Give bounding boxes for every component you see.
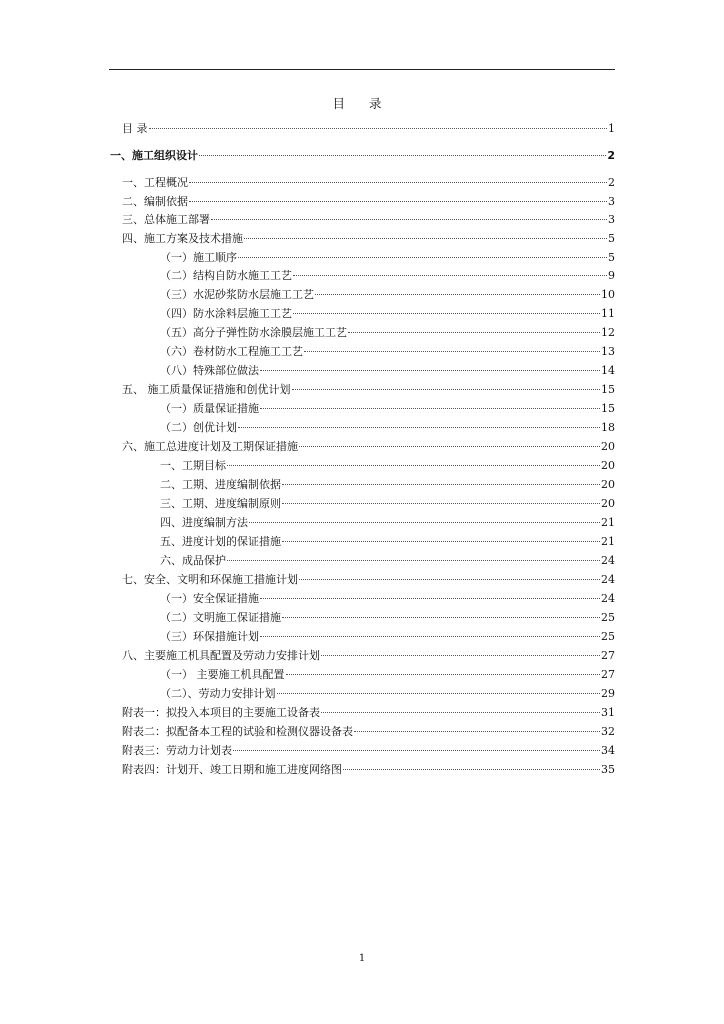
toc-entry-label: （八）特殊部位做法	[160, 364, 259, 377]
dot-leader	[293, 275, 607, 276]
toc-entry-label: 五、 施工质量保证措施和创优计划	[122, 383, 291, 396]
dot-leader	[286, 674, 601, 675]
toc-entry-page: 2	[608, 176, 615, 189]
toc-entry-page: 20	[601, 497, 615, 510]
toc-entry-label: 四、施工方案及技术措施	[122, 232, 243, 245]
toc-entry-label: 七、安全、文明和环保施工措施计划	[122, 573, 298, 586]
toc-entry-page: 1	[608, 122, 615, 135]
toc-entry-page: 21	[601, 535, 615, 548]
toc-entry-label: 附表一：拟投入本项目的主要施工设备表	[122, 706, 320, 719]
toc-entry-label: （三）环保措施计划	[160, 630, 259, 643]
toc-entry-label: 一、工期目标	[160, 459, 226, 472]
dot-leader	[282, 503, 600, 504]
toc-entry[interactable]	[160, 668, 615, 682]
dot-leader	[293, 313, 600, 314]
dot-leader	[260, 598, 600, 599]
page-number: 1	[358, 953, 366, 964]
toc-entry-page: 9	[608, 269, 615, 282]
toc-entry-label: （一）质量保证措施	[160, 402, 259, 415]
toc-entry-page: 20	[601, 459, 615, 472]
toc-entry-label: 五、进度计划的保证措施	[160, 535, 281, 548]
toc-entry[interactable]	[122, 706, 615, 720]
dot-leader	[189, 182, 607, 183]
toc-entry-page: 25	[601, 630, 615, 643]
dot-leader	[277, 693, 601, 694]
toc-entry[interactable]	[160, 630, 615, 644]
toc-entry[interactable]	[160, 251, 615, 265]
toc-entry[interactable]	[160, 516, 615, 530]
toc-entry-page: 34	[601, 744, 615, 757]
toc-entry[interactable]	[160, 345, 615, 359]
toc-entry[interactable]	[122, 383, 615, 397]
toc-entry-label: （五）高分子弹性防水涂膜层施工工艺	[160, 326, 347, 339]
dot-leader	[354, 731, 600, 732]
toc-entry-page: 20	[601, 478, 615, 491]
toc-entry[interactable]	[160, 459, 615, 473]
toc-entry-page: 27	[601, 649, 615, 662]
dot-leader	[299, 446, 600, 447]
toc-entry[interactable]	[122, 573, 615, 587]
toc-entry[interactable]	[160, 478, 615, 492]
toc-entry[interactable]	[160, 288, 615, 302]
toc-entry-page: 3	[608, 195, 615, 208]
toc-entry-page: 35	[601, 763, 615, 776]
toc-entry-label: （二）、劳动力安排计划	[160, 687, 276, 700]
toc-entry[interactable]	[160, 611, 615, 625]
toc-entry[interactable]	[160, 687, 615, 701]
toc-entry[interactable]	[160, 364, 615, 378]
toc-entry[interactable]	[110, 149, 615, 163]
toc-entry[interactable]	[122, 725, 615, 739]
toc-entry-label: 三、总体施工部署	[122, 213, 210, 226]
toc-entry-label: 一、施工组织设计	[110, 149, 198, 162]
toc-entry-page: 24	[601, 573, 615, 586]
toc-entry-label: 四、进度编制方法	[160, 516, 248, 529]
toc-entry-page: 31	[601, 706, 615, 719]
toc-entry-page: 11	[601, 307, 615, 320]
toc-entry-label: 六、成品保护	[160, 554, 226, 567]
dot-leader	[299, 579, 600, 580]
toc-entry-label: 二、编制依据	[122, 195, 188, 208]
toc-entry-label: 六、施工总进度计划及工期保证措施	[122, 440, 298, 453]
toc-entry-page: 18	[601, 421, 615, 434]
toc-entry-page: 15	[601, 402, 615, 415]
toc-entry-label: 一、工程概况	[122, 176, 188, 189]
dot-leader	[189, 201, 607, 202]
dot-leader	[282, 484, 600, 485]
toc-entry-page: 25	[601, 611, 615, 624]
toc-entry[interactable]	[160, 592, 615, 606]
dot-leader	[227, 465, 600, 466]
toc-entry-label: 三、工期、进度编制原则	[160, 497, 281, 510]
dot-leader	[199, 155, 606, 156]
toc-entry[interactable]	[122, 122, 615, 136]
toc-entry[interactable]	[122, 195, 615, 209]
dot-leader	[282, 617, 600, 618]
toc-entry-page: 32	[601, 725, 615, 738]
dot-leader	[292, 389, 601, 390]
toc-entry-page: 13	[601, 345, 615, 358]
toc-entry-label: （一）施工顺序	[160, 251, 237, 264]
toc-entry-label: （三）水泥砂浆防水层施工工艺	[160, 288, 314, 301]
toc-entry-page: 20	[601, 440, 615, 453]
dot-leader	[321, 655, 600, 656]
toc-entry-label: （一）安全保证措施	[160, 592, 259, 605]
toc-entry-label: （二）结构自防水施工工艺	[160, 269, 292, 282]
dot-leader	[238, 427, 600, 428]
dot-leader	[238, 257, 607, 258]
dot-leader	[304, 351, 600, 352]
dot-leader	[227, 560, 600, 561]
toc-entry-label: （四）防水涂料层施工工艺	[160, 307, 292, 320]
toc-entry-page: 14	[601, 364, 615, 377]
toc-entry[interactable]	[160, 497, 615, 511]
toc-entry[interactable]	[160, 326, 615, 340]
toc-entry-page: 24	[601, 554, 615, 567]
dot-leader	[260, 370, 600, 371]
toc-entry-page: 10	[601, 288, 615, 301]
toc-entry[interactable]	[122, 649, 615, 663]
toc-entry[interactable]	[160, 535, 615, 549]
dot-leader	[211, 219, 607, 220]
toc-entry-label: 附表四：计划开、竣工日期和施工进度网络图	[122, 763, 342, 776]
toc-entry[interactable]	[122, 213, 615, 227]
dot-leader	[321, 712, 600, 713]
toc-entry-page: 29	[601, 687, 615, 700]
toc-entry[interactable]	[122, 763, 615, 777]
dot-leader	[260, 408, 600, 409]
toc-entry[interactable]	[160, 402, 615, 416]
toc-entry[interactable]	[122, 176, 615, 190]
dot-leader	[348, 332, 600, 333]
toc-entry-page: 3	[608, 213, 615, 226]
toc-entry-label: 二、工期、进度编制依据	[160, 478, 281, 491]
toc-entry-label: 目 录	[122, 122, 148, 135]
toc-entry-page: 5	[608, 232, 615, 245]
toc-entry[interactable]	[122, 440, 615, 454]
toc-entry-page: 12	[601, 326, 615, 339]
toc-entry-label: （一） 主要施工机具配置	[160, 668, 285, 681]
dot-leader	[233, 750, 600, 751]
dot-leader	[244, 238, 607, 239]
toc-entry-page: 27	[601, 668, 615, 681]
toc-entry-label: 附表三：劳动力计划表	[122, 744, 232, 757]
toc-entry[interactable]	[160, 307, 615, 321]
toc-entry-page: 24	[601, 592, 615, 605]
toc-entry[interactable]	[160, 269, 615, 283]
dot-leader	[260, 636, 600, 637]
toc-entry-label: （六）卷材防水工程施工工艺	[160, 345, 303, 358]
toc-entry-label: 八、主要施工机具配置及劳动力安排计划	[122, 649, 320, 662]
toc-entry[interactable]	[122, 744, 615, 758]
toc-entry[interactable]	[160, 554, 615, 568]
toc-entry[interactable]	[122, 232, 615, 246]
dot-leader	[343, 769, 600, 770]
toc-entry-page: 2	[607, 149, 615, 162]
toc-entry-page: 5	[608, 251, 615, 264]
dot-leader	[282, 541, 600, 542]
toc-entry-page: 15	[601, 383, 615, 396]
toc-entry-label: 附表二：拟配备本工程的试验和检测仪器设备表	[122, 725, 353, 738]
toc-entry[interactable]	[160, 421, 615, 435]
toc-entry-page: 21	[601, 516, 615, 529]
toc-title: 目 录	[332, 96, 392, 111]
dot-leader	[249, 522, 600, 523]
toc-entry-label: （二）创优计划	[160, 421, 237, 434]
dot-leader	[315, 294, 600, 295]
dot-leader	[149, 128, 608, 129]
toc-entry-label: （二）文明施工保证措施	[160, 611, 281, 624]
